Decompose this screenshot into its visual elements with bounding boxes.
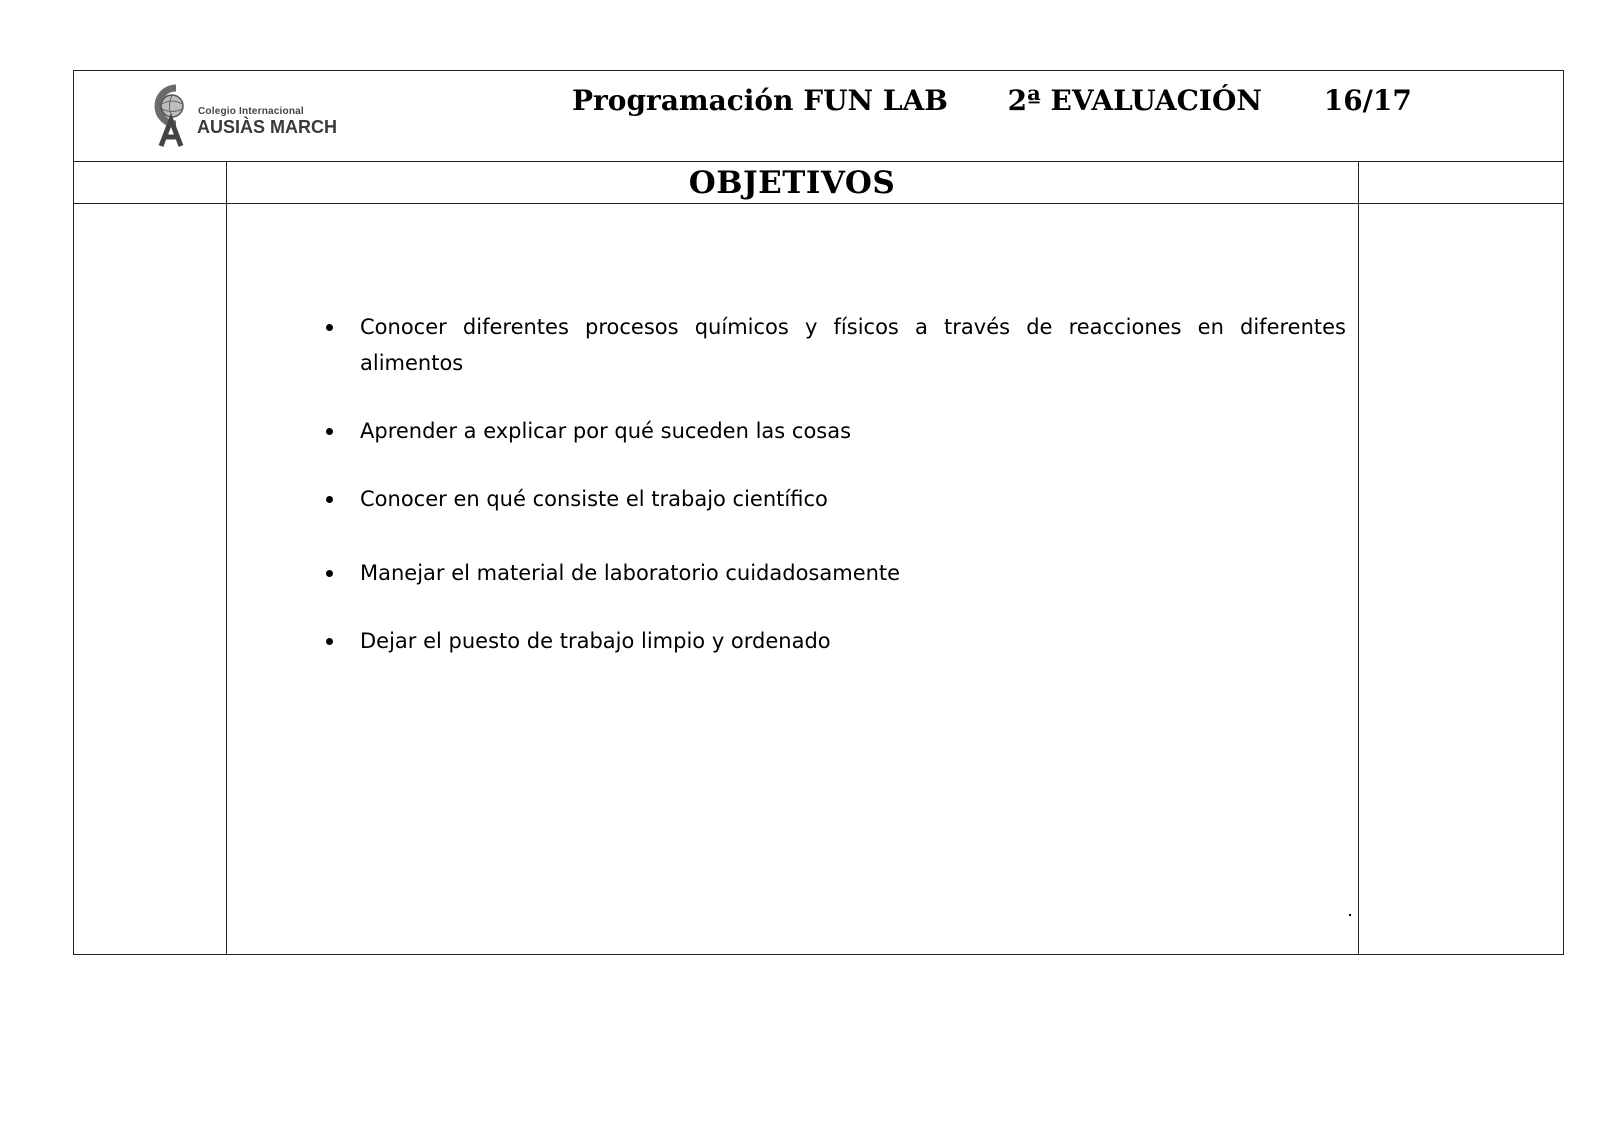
evaluation-label: 2ª EVALUACIÓN [1007,84,1262,117]
list-item: Conocer diferentes procesos químicos y físicos a través de reacciones en diferentes alimentos [324,309,1346,381]
list-item: Aprender a explicar por qué suceden las cosas [324,413,1346,449]
logo-school-name: AUSIÀS MARCH [197,117,338,137]
right-column-divider [1358,162,1359,954]
list-item: Conocer en qué consiste el trabajo científico [324,481,1346,517]
school-logo [146,84,366,148]
section-header-row [74,162,1563,204]
course-year: 16/17 [1323,84,1412,117]
header-row [74,71,1563,162]
logo-school-type: Colegio Internacional [198,106,304,117]
left-column-divider [226,162,227,954]
stray-dot [1349,914,1351,916]
objectives-list [324,309,1346,659]
section-title: OBJETIVOS [688,165,896,201]
header-title-bar [572,84,1412,117]
document-table [73,70,1564,955]
school-logo-icon [146,84,196,148]
program-title: Programación FUN LAB [572,84,948,117]
list-item: Manejar el material de laboratorio cuidadosamente [324,555,1346,591]
list-item: Dejar el puesto de trabajo limpio y ordenado [324,623,1346,659]
